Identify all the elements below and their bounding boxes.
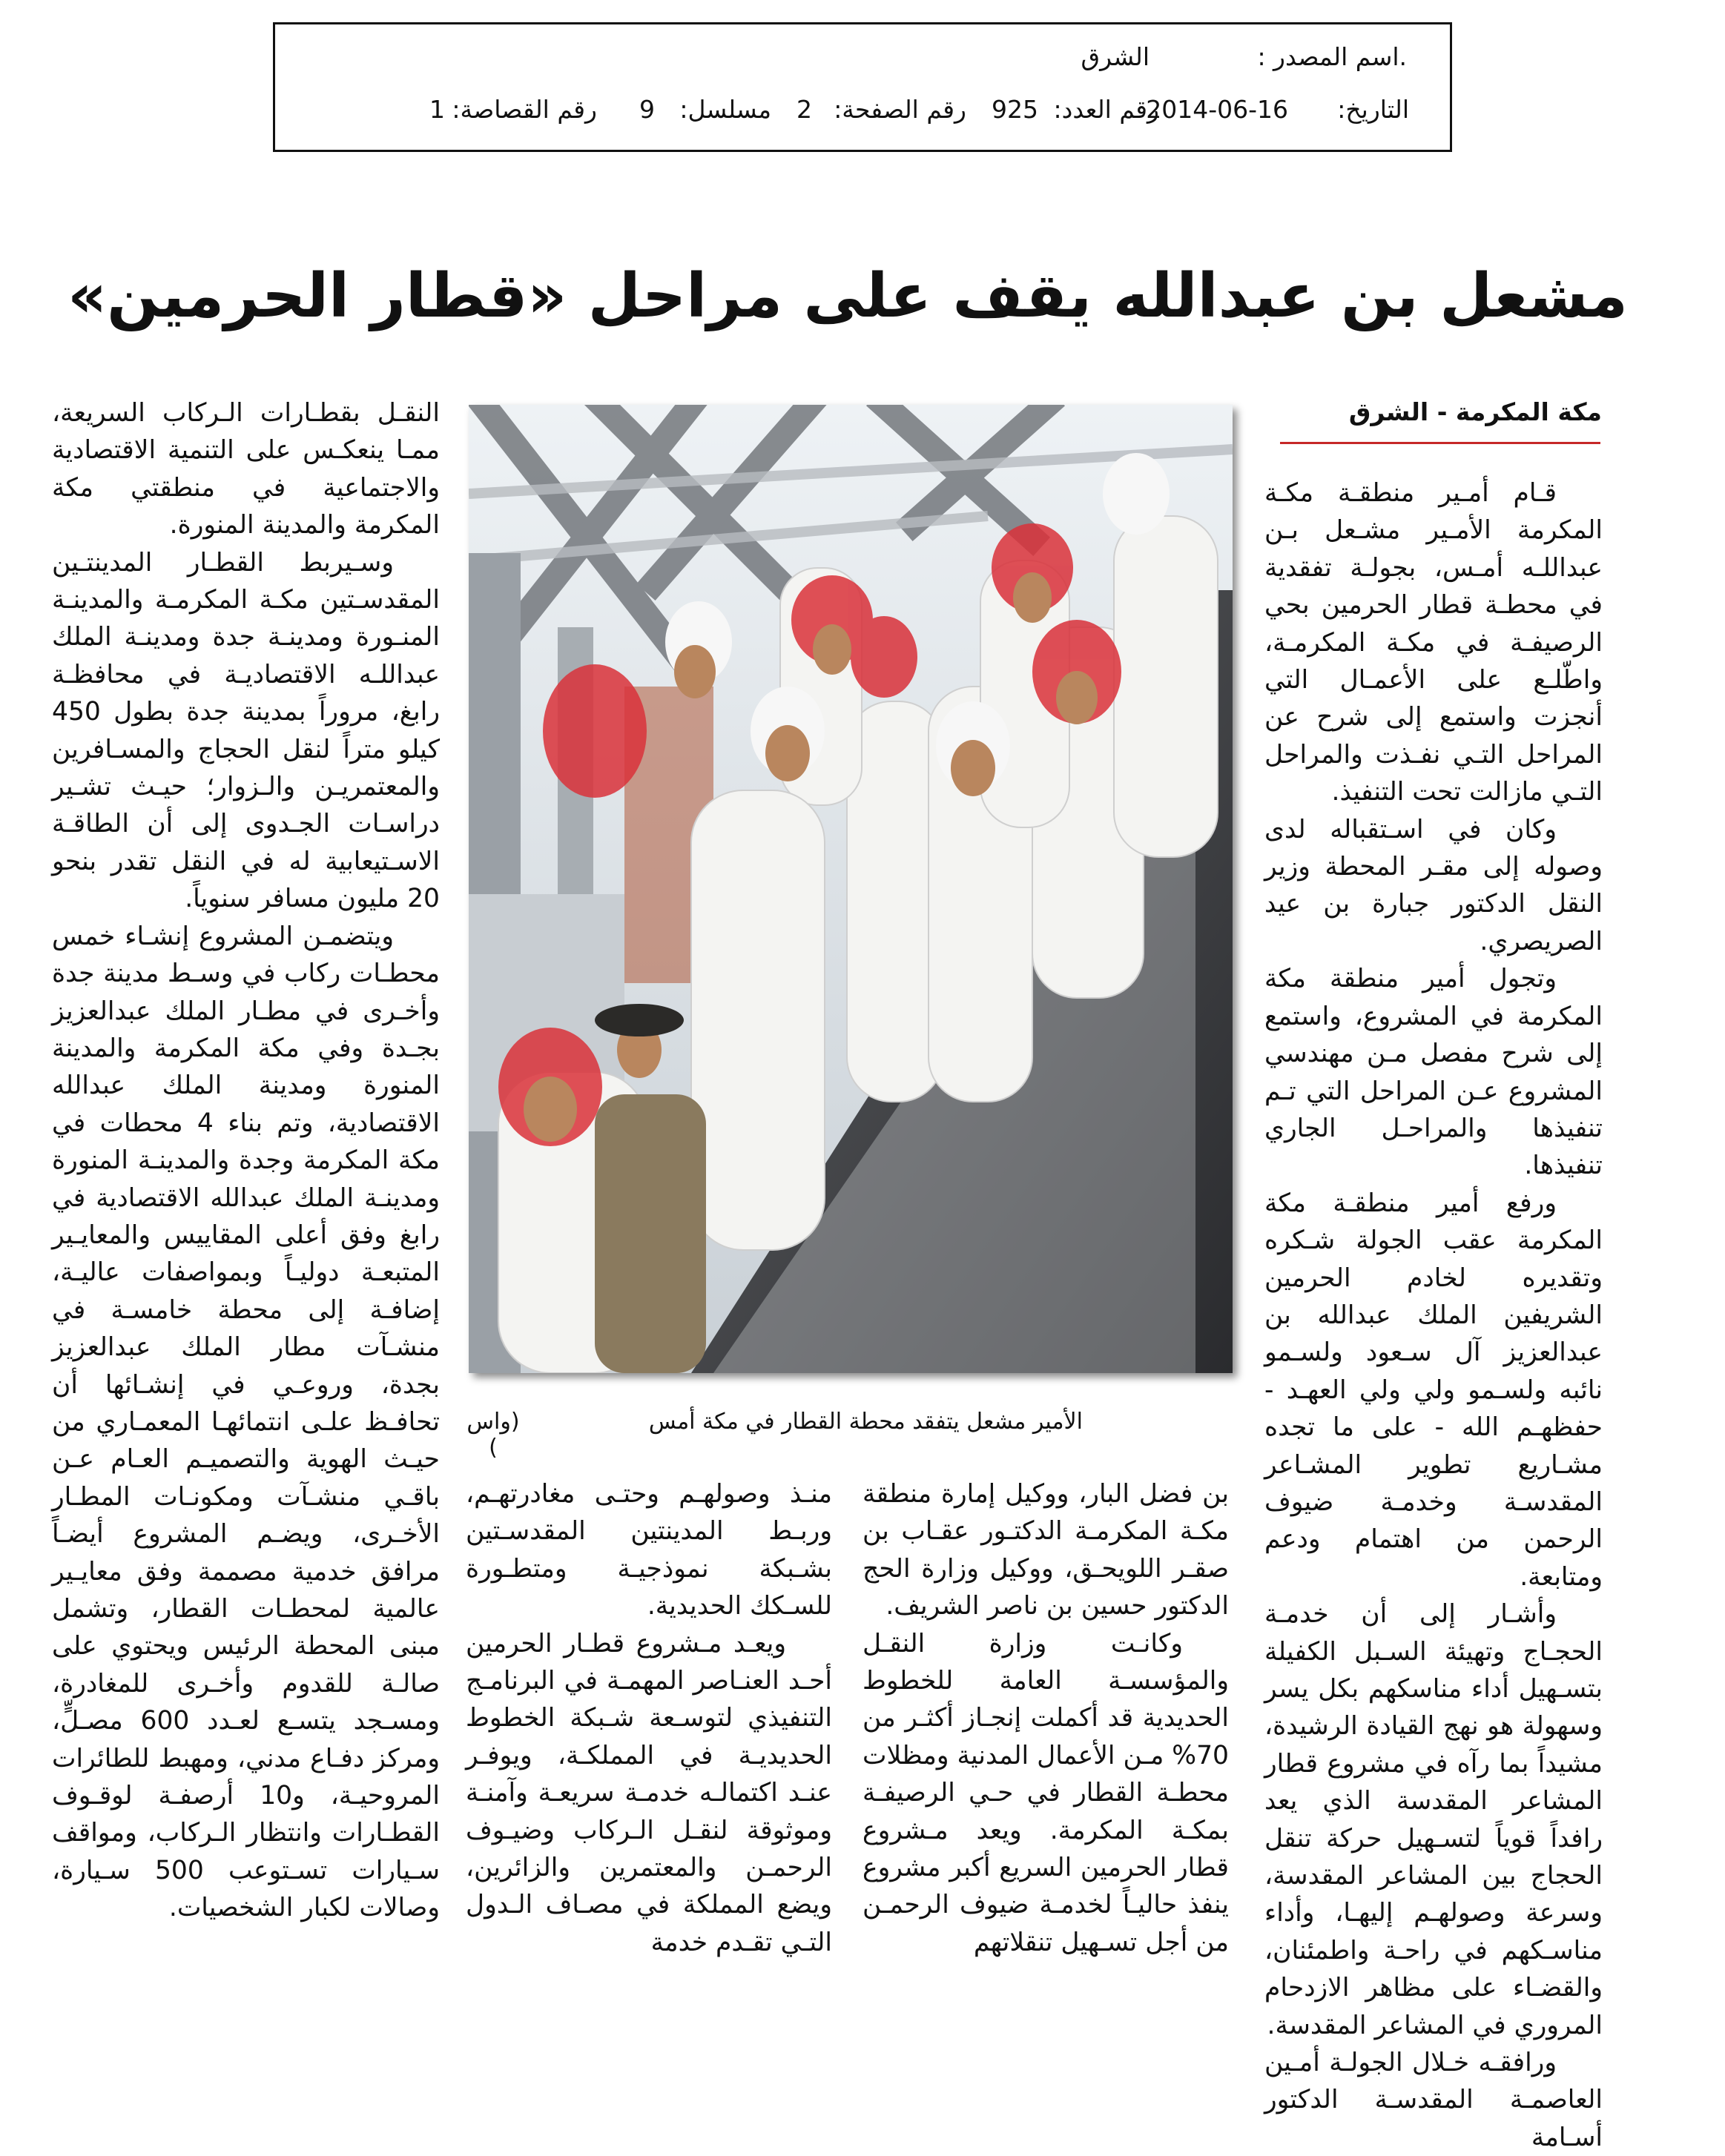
clip-value: 1 <box>429 95 445 124</box>
column-mid-right <box>862 1475 1229 1961</box>
paragraph: ورافقـه خـلال الجولـة أمـين العاصمـة المقدسـة الدكتور أسـامة <box>1264 2048 1603 2152</box>
paragraph: وتجول أمير منطقة مكة المكرمة في المشروع، واستمع إلى شرح مفصل مـن مهندسي المشروع عـن المراحل التي تـم تنفيذها والمراحـل الجاري تنفيذها. <box>1264 964 1603 1181</box>
paragraph: وكانـت وزارة النقـل والمؤسسـة العامة للخطوط الحديدية قد أكملت إنجـاز أكثـر من 70% مـن الأعمال المدنية ومظلات محطـة القطار في حـي الرصيفـة بمكـة المكرمة. ويعد مـشروع قطار الحرمين السريع أكبر مشروع ينفذ حاليـاً لخدمـة ضيوف الرحمـن من أجل تسـهيل تنقلاتهم <box>862 1628 1229 1957</box>
issue-label: رقم العدد: <box>1053 95 1159 124</box>
source-name-value: الشرق <box>1081 42 1150 71</box>
article-photo <box>469 405 1233 1373</box>
column-left <box>52 394 440 1927</box>
date-label: التاريخ: <box>1337 95 1409 124</box>
paragraph: منـذ وصولهـم وحتـى مغادرتهـم، وربـط المدينتين المقدسـتين بشـبكة نموذجيـة ومتطـورة للسـكك الحديدية. <box>466 1479 832 1621</box>
paragraph: ورفع أمير منطقـة مكة المكرمة عقب الجولة شـكره وتقديره لخادم الحرمين الشريفين الملك عبدالله بن عبدالعزيز آل سـعود ولسـمو نائبه ولسـمو ولي ولي العهـد - حفظهـم الله - على ما تجده مشـاريع تطوير المشـاعر المقدسـة وخدمـة ضيوف الرحمن من اهتمام ودعم ومتابعة. <box>1264 1188 1603 1592</box>
serial-label: مسلسل: <box>679 95 771 124</box>
column-right <box>1264 474 1603 2156</box>
page-label: رقم الصفحة: <box>834 95 966 124</box>
serial-value: 9 <box>639 95 655 124</box>
paragraph: بن فضل البار، ووكيل إمارة منطقة مكـة المكرمـة الدكتـور عقـاب بن صقـر اللويحـق، ووكيل وزارة الحج الدكتور حسين بن ناصر الشريف. <box>862 1479 1229 1621</box>
paragraph: النقـل بقطـارات الـركاب السريعة، ممـا ينعكـس على التنمية الاقتصادية والاجتماعية في منطقتي مكة المكرمة والمدينة المنورة. <box>52 398 440 540</box>
paragraph: وكان في اسـتقباله لدى وصوله إلى مقـر المحطة وزير النقل الدكتور جبارة بن عيد الصريصري. <box>1264 814 1603 956</box>
dateline-rule <box>1280 442 1600 444</box>
source-name-label: .اسم المصدر : <box>1257 42 1407 71</box>
issue-value: 925 <box>992 95 1038 124</box>
article-headline: مشعل بن عبدالله يقف على مراحل «قطار الحرمين» <box>67 261 1628 331</box>
photo-credit: (واس ) <box>466 1409 520 1461</box>
paragraph: ويتضمـن المشروع إنشـاء خمس محطـات ركاب في وسـط مدينة جدة وأخـرى في مطـار الملك عبدالعزيز بجـدة وفي مكة المكرمة والمدينة المنورة ومدينة الملك عبدالله الاقتصادية، وتم بناء 4 محطات في مكة المكرمة وجدة والمدينـة المنورة ومدينـة الملك عبدالله الاقتصادية في رابغ وفق أعلى المقاييس والمعايـير المتبعـة دوليـاً وبمواصفات عاليـة، إضافـة إلى محطة خامسـة في منشـآت مطار الملك عبدالعزيز بجدة، وروعـي في إنشـائها أن تحافـظ علـى انتمائهـا المعمـاري من حيـث الهوية والتصميـم العـام عـن باقـي منشـآت ومكونـات المطـار الأخـرى، ويضـم المشروع أيضـاً مرافق خدمية مصممة وفق معايـير عالمية لمحطـات القطار، وتشمل مبنى المحطة الرئيس ويحتوي على صالـة للقدوم وأخـرى للمغادرة، ومسـجد يتسـع لعـدد 600 مصـلٍّ، ومركز دفـاع مدني، ومهبط للطائرات المروحيـة، و10 أرصفـة لوقـوف القطـارات وانتظار الـركاب، ومواقف سـيارات تسـتوعب 500 سـيارة، وصالات لكبار الشخصيات. <box>52 921 440 1923</box>
date-value: 2014-06-16 <box>1146 95 1288 124</box>
paragraph: ويعـد مـشروع قطـار الحرمين أحـد العنـاصر المهمـة في البرنامـج التنفيذي لتوسـعة شـبكة الخطوط الحديديـة في المملكـة، ويوفـر عنـد اكتمالـه خدمـة سريعـة وآمنـة وموثوقة لنقـل الـركاب وضيـوف الرحمـن والمعتمرين والزائرين، ويضع المملكة في مصـاف الـدول التـي تقـدم خدمة <box>466 1628 832 1957</box>
paragraph: وسـيربط القطـار المدينتـين المقدسـتين مكـة المكرمـة والمدينـة المنـورة ومدينـة جدة ومدينـة الملك عبداللـه الاقتصاديـة في محافظـة رابغ، مروراً بمدينة جدة بطول 450 كيلو متراً لنقل الحجاج والمسـافرين والمعتمريـن والـزوار؛ حيـث تشـير دراسـات الجـدوى إلى أن الطاقـة الاسـتيعابية له في النقل تقدر بنحو 20 مليون مسافر سنوياً. <box>52 547 440 914</box>
paragraph: قـام أمـير منطقـة مكـة المكرمة الأمـير مشـعل بـن عبداللـه أمـس، بجولـة تفقدية في محطـة قطار الحرمين بحي الرصيفـة في مكـة المكرمـة، واطّلـع على الأعمـال التي أنجزت واستمع إلى شرح عن المراحل التـي نفـذت والمراحل التـي مازالت تحت التنفيذ. <box>1264 478 1603 807</box>
paragraph: وأشـار إلى أن خدمـة الحجـاج وتهيئة السـبل الكفيلة بتسـهيل أداء مناسكهم بكل يسر وسهولة هو نهج القيادة الرشيدة، مشيداً بما رآه في مشروع قطار المشاعر المقدسة الذي يعد رافداً قوياً لتسـهيل حركة تنقل الحجاج بين المشاعر المقدسة، وسرعة وصولهـم إليهـا، وأداء مناسـكهم في راحـة واطمئنان، والقضـاء على مظاهر الازدحام المروري في المشاعر المقدسة. <box>1264 1599 1603 2040</box>
source-info-box <box>273 22 1452 152</box>
station-escalator-photo <box>469 405 1233 1373</box>
article-dateline: مكة المكرمة - الشرق <box>1348 397 1602 426</box>
column-mid-left <box>466 1475 832 1961</box>
clip-label: رقم القصاصة: <box>452 95 597 124</box>
photo-caption: الأمير مشعل يتفقد محطة القطار في مكة أمس <box>648 1409 1083 1435</box>
page-value: 2 <box>796 95 812 124</box>
